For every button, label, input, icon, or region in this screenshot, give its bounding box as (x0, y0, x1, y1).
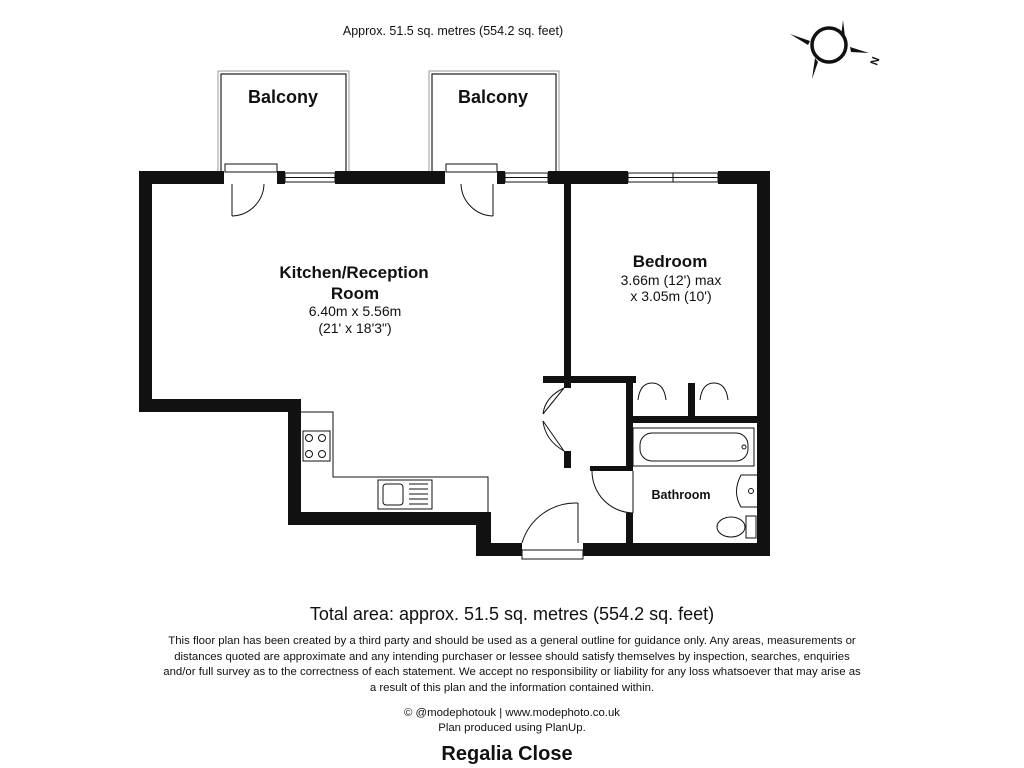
toilet-cistern-icon (746, 516, 756, 538)
total-area: Total area: approx. 51.5 sq. metres (554.2 sq. feet) (309, 604, 715, 624)
compass-north-label: N (868, 55, 883, 68)
kitchen-room-dim-imperial: (21' x 18'3") (318, 320, 392, 336)
bedroom-dim-line1: 3.66m (12') max (620, 272, 722, 288)
compass-icon (790, 20, 883, 79)
balcony-right-label: Balcony (457, 87, 529, 107)
bedroom-name: Bedroom (632, 252, 708, 271)
compass-needle-south (812, 58, 818, 79)
balcony-left-label: Balcony (247, 87, 319, 107)
bathroom-fixtures (633, 428, 757, 538)
compass-needle-east (850, 47, 869, 53)
kitchen-units (301, 412, 488, 512)
kitchen-room-name-line2: Room (330, 284, 380, 303)
kitchen-room-dim-metric: 6.40m x 5.56m (308, 303, 402, 319)
bedroom-dim-line2: x 3.05m (10') (630, 288, 712, 304)
credit-line2: Plan produced using PlanUp. (438, 722, 586, 734)
disclaimer-text: This floor plan has been created by a third party and should be used as a general outline for guidance only. Any areas, measurements or distances quoted are approximate and any intending purchaser or lessee should satisfy themselves by inspection, searches, enquiries and/or full survey as to the correctness of each statement. We accept no responsibility or liability for any loss whatsoever that may arise as a result of this plan and the information contained within. (163, 635, 861, 694)
credit (0, 706, 1024, 736)
property-name: Regalia Close (441, 743, 573, 765)
bathroom-name: Bathroom (651, 488, 711, 502)
compass-ring (812, 28, 846, 62)
kitchen-room-name-line1: Kitchen/Reception (279, 263, 429, 282)
toilet-icon (717, 517, 745, 537)
approx-area-header: Approx. 51.5 sq. metres (554.2 sq. feet) (342, 24, 564, 38)
credit-line1: © @modephotouk | www.modephoto.co.uk (403, 707, 621, 719)
compass-needle-west (790, 34, 810, 45)
bathtub-icon (633, 428, 754, 466)
